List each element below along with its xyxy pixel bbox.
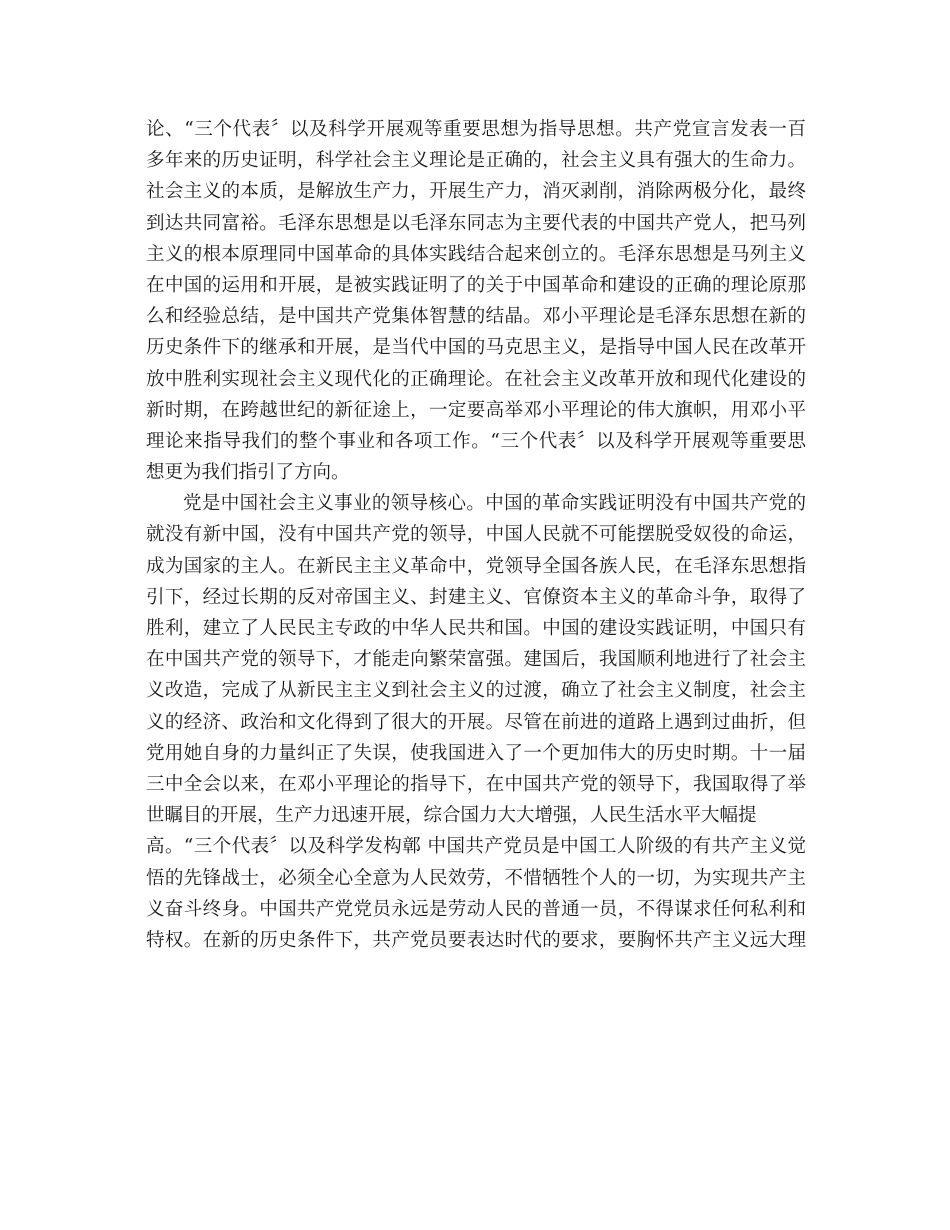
text-line: 成为国家的主人。在新民主主义革命中，党领导全国各族人民，在毛泽东思想指 [146,555,806,577]
text-line: 新时期，在跨越世纪的新征途上，一定要高举邓小平理论的伟大旗帜，用邓小平 [146,399,806,421]
text-line: 论、“三个代表〞以及科学开展观等重要思想为指导思想。共产党宣言发表一百 [146,119,806,140]
text-line: 悟的先锋战士，必须全心全意为人民效劳，不惜牺牲个人的一切，为实现共产主 [146,867,806,889]
text-line: 放中胜利实现社会主义现代化的正确理论。在社会主义改革开放和现代化建设的 [146,368,806,390]
text-line: 世瞩目的开展，生产力迅速开展，综合国力大大增强，人民生活水平大幅提 [146,805,757,827]
text-line: 在中国共产党的领导下，才能走向繁荣富强。建国后，我国顺利地进行了社会主 [146,649,806,671]
text-line: 在中国的运用和开展，是被实践证明了的关于中国革命和建设的正确的理论原那 [146,274,806,296]
text-line: 胜利，建立了人民民主专政的中华人民共和国。中国的建设实践证明，中国只有 [146,618,806,639]
document-body [146,114,806,956]
text-line: 义奋斗终身。中国共产党党员永远是劳动人民的普通一员，不得谋求任何私利和 [146,898,806,920]
text-line: 么和经验总结，是中国共产党集体智慧的结晶。邓小平理论是毛泽东思想在新的 [146,306,806,328]
text-line: 主义的根本原理同中国革命的具体实践结合起来创立的。毛泽东思想是马列主义 [146,243,806,265]
text-line: 历史条件下的继承和开展，是当代中国的马克思主义，是指导中国人民在改革开 [146,337,806,359]
text-line: 多年来的历史证明，科学社会主义理论是正确的，社会主义具有强大的生命力。 [146,150,806,172]
text-line: 到达共同富裕。毛泽东思想是以毛泽东同志为主要代表的中国共产党人，把马列 [146,212,806,234]
text-line: 理论来指导我们的整个事业和各项工作。“三个代表〞以及科学开展观等重要思 [146,430,806,452]
text-line: 义的经济、政治和文化得到了很大的开展。尽管在前进的道路上遇到过曲折，但 [146,711,806,733]
text-line: 义改造，完成了从新民主主义到社会主义的过渡，确立了社会主义制度，社会主 [146,680,806,702]
text-line: 想更为我们指引了方向。 [146,462,350,484]
paragraph-first-line: 党是中国社会主义事业的领导核心。中国的革命实践证明没有中国共产党的 [183,493,806,515]
text-line: 高。“三个代表〞以及科学发构鄣 中国共产党员是中国工人阶级的有共产主义觉 [146,836,806,858]
text-line: 引下，经过长期的反对帝国主义、封建主义、官僚资本主义的革命斗争，取得了 [146,586,806,608]
text-line: 就没有新中国，没有中国共产党的领导，中国人民就不可能摆脱受奴役的命运， [146,524,806,546]
text-line: 三中全会以来，在邓小平理论的指导下，在中国共产党的领导下，我国取得了举 [146,773,806,795]
text-line: 特权。在新的历史条件下，共产党员要表达时代的要求，要胸怀共产主义远大理 [146,929,806,951]
text-line: 党用她自身的力量纠正了失误，使我国进入了一个更加伟大的历史时期。十一届 [146,742,806,764]
text-line: 社会主义的本质，是解放生产力，开展生产力，消灭剥削，消除两极分化，最终 [146,181,806,203]
